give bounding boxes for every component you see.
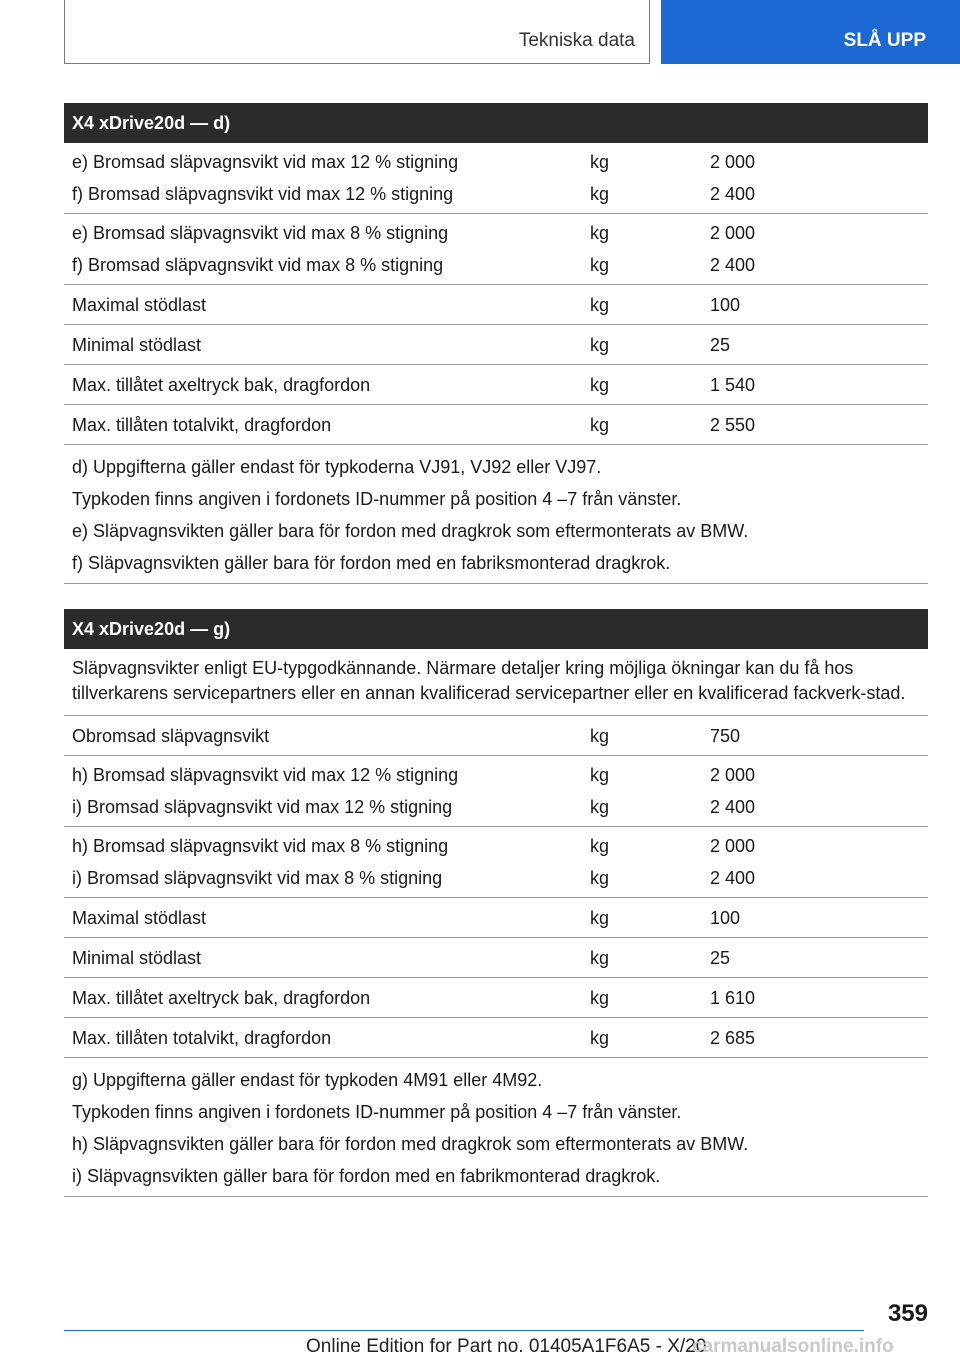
footnote: g) Uppgifterna gäller endast för typkoden 4M91 eller 4M92. xyxy=(72,1070,543,1090)
cell-label: Minimal stödlast xyxy=(72,334,202,355)
table-line xyxy=(64,217,928,249)
cell-unit: kg xyxy=(590,765,610,785)
cell-unit: kg xyxy=(590,294,610,315)
cell-value: 2 685 xyxy=(710,1027,756,1048)
table-line xyxy=(64,249,928,281)
table-line xyxy=(64,759,928,791)
cell-value: 25 xyxy=(710,334,731,355)
table-row xyxy=(64,978,928,1018)
footnote: i) Släpvagnsvikten gäller bara för fordon med en fabrikmonterad dragkrok. xyxy=(72,1166,661,1186)
footnotes xyxy=(64,1058,928,1197)
header-tab[interactable] xyxy=(64,0,650,64)
cell-unit: kg xyxy=(590,1027,610,1048)
edition-text: Online Edition for Part no. 01405A1F6A5 - X/20 xyxy=(306,1336,707,1357)
cell-value: 25 xyxy=(710,947,731,968)
cell-value: 2 400 xyxy=(710,255,756,275)
table-row xyxy=(64,285,928,325)
cell-value: 2 000 xyxy=(710,223,756,243)
footnote: d) Uppgifterna gäller endast för typkoderna VJ91, VJ92 eller VJ97. xyxy=(72,457,602,477)
cell-label: Obromsad släpvagnsvikt xyxy=(72,725,270,746)
section-title: X4 xDrive20d — d) xyxy=(64,103,928,143)
cell-unit: kg xyxy=(590,907,610,928)
cell-unit: kg xyxy=(590,414,610,435)
cell-unit: kg xyxy=(590,334,610,355)
cell-unit: kg xyxy=(590,987,610,1008)
table-line xyxy=(64,862,928,894)
section-x4-g xyxy=(64,609,928,1197)
cell-unit: kg xyxy=(590,947,610,968)
watermark-text: carmanualsonline.info xyxy=(692,1336,894,1357)
cell-label: h) Bromsad släpvagnsvikt vid max 12 % stigning xyxy=(72,765,459,785)
footnote: Typkoden finns angiven i fordonets ID-nummer på position 4 –7 från vänster. xyxy=(72,1102,682,1122)
table-row xyxy=(64,827,928,898)
intro-text: Släpvagnsvikter enligt EU-typgodkännande. Närmare detaljer kring möjliga ökningar kan du få hos tillverkarens servicepartners eller en annan kvalificerad servicepartner eller en kvalificerad fackverk-stad. xyxy=(64,649,928,716)
cell-label: Max. tillåten totalvikt, dragfordon xyxy=(72,1027,332,1048)
cell-label: Maximal stödlast xyxy=(72,294,207,315)
cell-unit: kg xyxy=(590,184,610,204)
footnote: f) Släpvagnsvikten gäller bara för fordon med en fabriksmonterad dragkrok. xyxy=(72,553,671,573)
section-title: X4 xDrive20d — g) xyxy=(64,609,928,649)
slaa-upp-button[interactable]: SLÅ UPP xyxy=(661,0,960,64)
section-x4-d xyxy=(64,103,928,584)
cell-label: e) Bromsad släpvagnsvikt vid max 8 % stigning xyxy=(72,223,449,243)
table-row xyxy=(64,1018,928,1058)
table-line xyxy=(64,178,928,210)
table-row xyxy=(64,716,928,756)
header-tab-label: Tekniska data xyxy=(518,30,635,51)
table-line xyxy=(64,982,928,1014)
cell-value: 2 400 xyxy=(710,184,756,204)
table-row xyxy=(64,756,928,827)
footnotes xyxy=(64,445,928,584)
cell-unit: kg xyxy=(590,374,610,395)
table-line xyxy=(64,791,928,823)
footnote: Typkoden finns angiven i fordonets ID-nummer på position 4 –7 från vänster. xyxy=(72,489,682,509)
table-line xyxy=(64,146,928,178)
table-row xyxy=(64,143,928,214)
table-line xyxy=(64,1022,928,1054)
cell-label: Max. tillåtet axeltryck bak, dragfordon xyxy=(72,987,371,1008)
cell-value: 2 400 xyxy=(710,797,756,817)
cell-value: 2 550 xyxy=(710,414,756,435)
table-row xyxy=(64,214,928,285)
cell-label: Minimal stödlast xyxy=(72,947,202,968)
cell-label: f) Bromsad släpvagnsvikt vid max 8 % stigning xyxy=(72,255,444,275)
cell-value: 100 xyxy=(710,907,741,928)
spec-table xyxy=(64,143,928,445)
table-row xyxy=(64,898,928,938)
cell-unit: kg xyxy=(590,152,610,172)
cell-value: 1 540 xyxy=(710,374,756,395)
cell-value: 1 610 xyxy=(710,987,756,1008)
cell-value: 2 000 xyxy=(710,765,756,785)
cell-unit: kg xyxy=(590,223,610,243)
cell-value: 2 000 xyxy=(710,152,756,172)
cell-label: Max. tillåtet axeltryck bak, dragfordon xyxy=(72,374,371,395)
table-row xyxy=(64,325,928,365)
table-line xyxy=(64,369,928,401)
cell-value: 2 400 xyxy=(710,868,756,888)
table-line xyxy=(64,902,928,934)
table-line xyxy=(64,720,928,752)
table-line xyxy=(64,409,928,441)
footer-divider xyxy=(64,1330,864,1331)
cell-label: h) Bromsad släpvagnsvikt vid max 8 % stigning xyxy=(72,836,449,856)
cell-label: e) Bromsad släpvagnsvikt vid max 12 % stigning xyxy=(72,152,459,172)
cell-value: 2 000 xyxy=(710,836,756,856)
cell-unit: kg xyxy=(590,868,610,888)
cell-value: 100 xyxy=(710,294,741,315)
table-row xyxy=(64,365,928,405)
cell-unit: kg xyxy=(590,836,610,856)
footnote: h) Släpvagnsvikten gäller bara för fordon med dragkrok som eftermonterats av BMW. xyxy=(72,1134,749,1154)
cell-unit: kg xyxy=(590,725,610,746)
cell-label: i) Bromsad släpvagnsvikt vid max 12 % stigning xyxy=(72,797,453,817)
cell-label: Maximal stödlast xyxy=(72,907,207,928)
cell-label: f) Bromsad släpvagnsvikt vid max 12 % stigning xyxy=(72,184,454,204)
table-row xyxy=(64,938,928,978)
cell-label: i) Bromsad släpvagnsvikt vid max 8 % stigning xyxy=(72,868,443,888)
footnote: e) Släpvagnsvikten gäller bara för fordon med dragkrok som eftermonterats av BMW. xyxy=(72,521,749,541)
spec-table xyxy=(64,716,928,1058)
table-line xyxy=(64,289,928,321)
cell-unit: kg xyxy=(590,797,610,817)
cell-unit: kg xyxy=(590,255,610,275)
page-number: 359 xyxy=(887,1300,928,1327)
cell-label: Max. tillåten totalvikt, dragfordon xyxy=(72,414,332,435)
table-line xyxy=(64,830,928,862)
cell-value: 750 xyxy=(710,725,741,746)
table-line xyxy=(64,329,928,361)
table-row xyxy=(64,405,928,445)
table-line xyxy=(64,942,928,974)
